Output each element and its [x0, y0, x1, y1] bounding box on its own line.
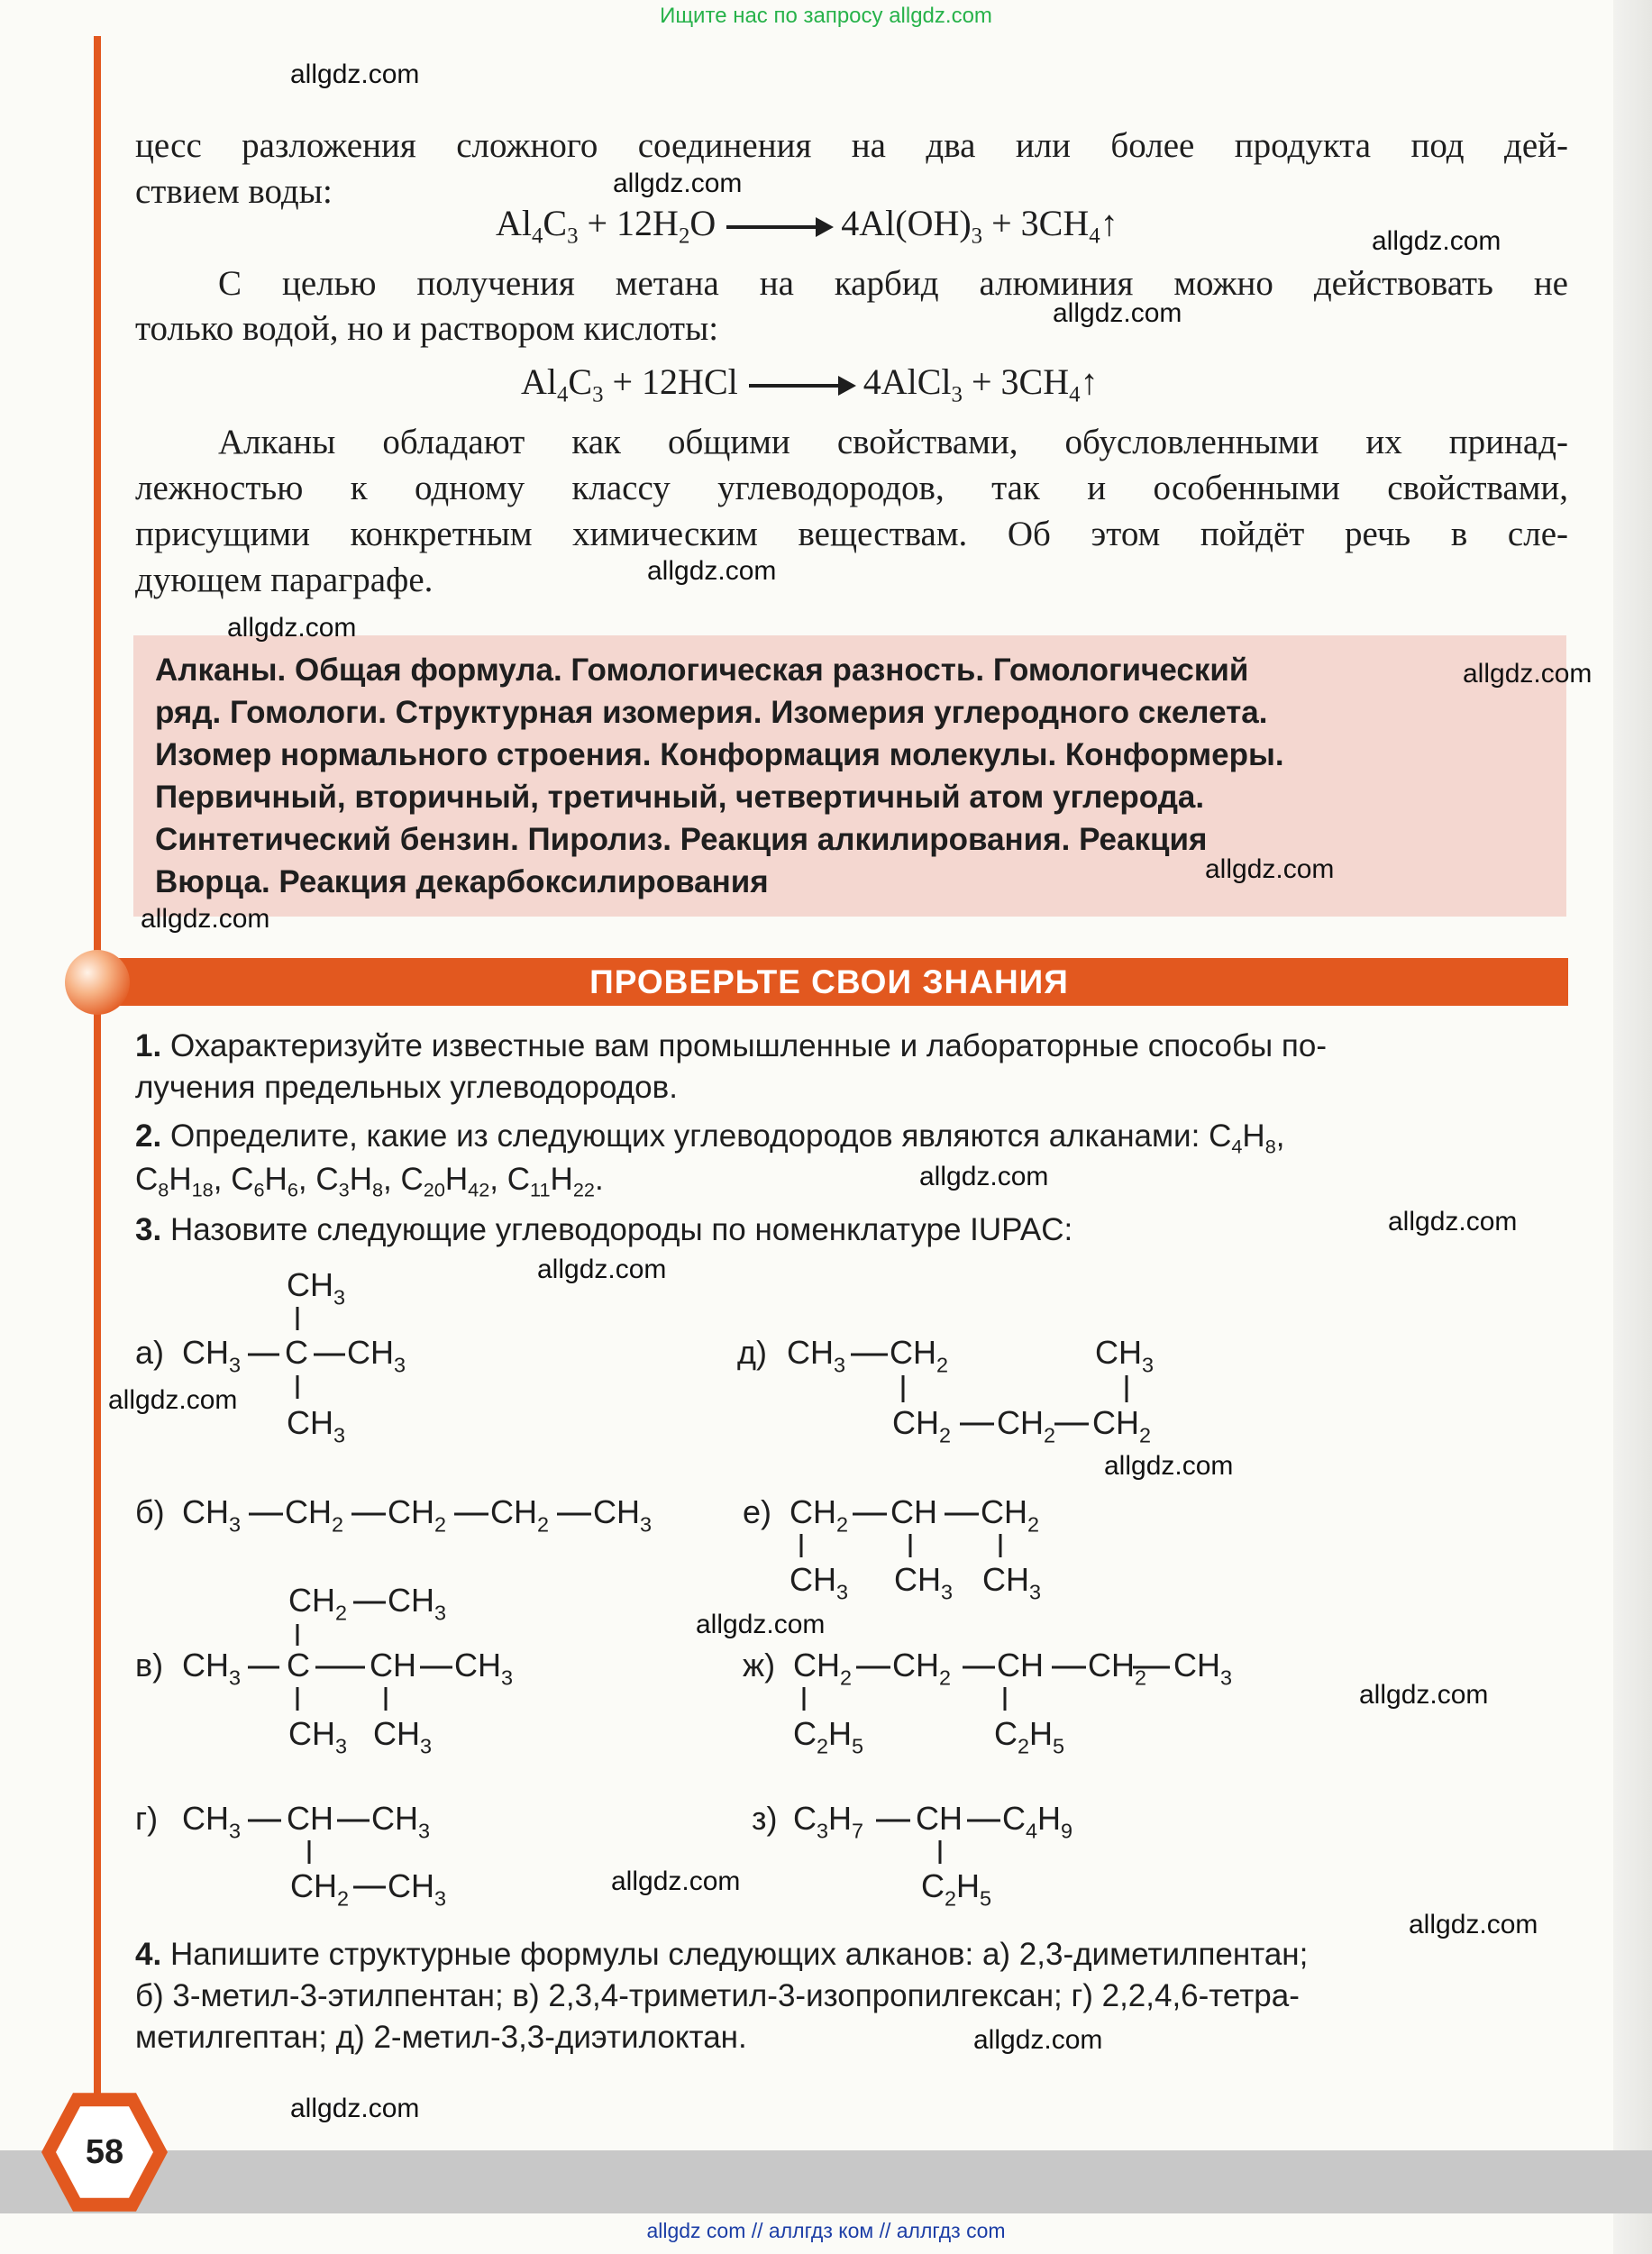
question-3-line-1: 3. Назовите следующие углеводороды по номенклатуре IUPAC:: [135, 1212, 1073, 1247]
struct-e-b2: $CH_3$: [894, 1561, 954, 1604]
struct-zh-c1: $CH_2$: [793, 1647, 853, 1690]
struct-a-top: $CH_3$: [287, 1266, 346, 1310]
struct-v-b1: $CH_3$: [288, 1715, 348, 1758]
label-zh: ж): [743, 1647, 776, 1684]
struct-b-chain: $CH_3$: [182, 1493, 242, 1537]
watermark[interactable]: allgdz.com: [1053, 298, 1182, 328]
keyword-line-5: Синтетический бензин. Пиролиз. Реакция алкилирования. Реакция: [155, 822, 1208, 857]
struct-b-c3: $CH_2$: [388, 1493, 447, 1537]
paragraph-1-line-2: ствием воды:: [135, 172, 333, 211]
struct-v-ch3-right: $CH_3$: [454, 1647, 514, 1690]
watermark[interactable]: allgdz.com: [1372, 226, 1501, 256]
struct-e-c3: $CH_2$: [981, 1493, 1040, 1537]
question-4-line-3: метилгептан; д) 2-метил-3,3-диэтилоктан.: [135, 2020, 747, 2055]
watermark[interactable]: allgdz.com: [1409, 1910, 1538, 1939]
question-1-line-2: лучения предельных углеводородов.: [135, 1070, 678, 1105]
struct-z-c3: $C_4H_9$: [1002, 1800, 1073, 1843]
watermark[interactable]: allgdz.com: [1463, 659, 1593, 689]
paragraph-3-line-1: Алканы обладают как общими свойствами, обусловленными их принад-: [218, 423, 1568, 461]
equation-hydrolysis-acid: $Al_4C_3 + 12HCl$ 4AlCl$_3$ + $3CH_4↑$: [521, 361, 1099, 407]
label-d: д): [737, 1334, 767, 1371]
watermark[interactable]: allgdz.com: [108, 1385, 238, 1415]
struct-a-right: $CH_3$: [347, 1334, 406, 1377]
struct-d-ch3: $CH_3$: [787, 1334, 846, 1377]
paragraph-2-line-1: С целью получения метана на карбид алюминия можно действовать не: [218, 264, 1568, 303]
question-2-formulas: $C_8H_{18}$, $C_6H_6$, $C_3H_8$, $C_{20}H_{42}$, $C_{11}H_{22}$.: [135, 1162, 604, 1201]
footer-band: [0, 2150, 1652, 2213]
paragraph-3-line-4: дующем параграфе.: [135, 561, 434, 599]
struct-z-c2: CH: [916, 1800, 963, 1837]
watermark[interactable]: allgdz.com: [1359, 1680, 1489, 1710]
page-number: 58: [85, 2133, 124, 2171]
watermark[interactable]: allgdz.com: [611, 1866, 741, 1896]
struct-g-c3: $CH_3$: [371, 1800, 431, 1843]
struct-v-top-right: $CH_3$: [388, 1582, 447, 1625]
question-2-line-1: 2. Определите, какие из следующих углеводородов являются алканами: $C_4H_8$,: [135, 1118, 1285, 1158]
struct-v-top: $CH_2$: [288, 1582, 348, 1625]
watermark[interactable]: allgdz.com: [613, 169, 743, 198]
question-1-line-1: 1. Охарактеризуйте известные вам промышленные и лабораторные способы по-: [135, 1028, 1327, 1063]
struct-g-b1: $CH_2$: [290, 1867, 350, 1911]
watermark[interactable]: allgdz.com: [227, 613, 357, 643]
struct-v-b2: $CH_3$: [373, 1715, 433, 1758]
struct-z-b1: $C_2H_5$: [921, 1867, 992, 1911]
struct-zh-c3: CH: [997, 1647, 1044, 1684]
section-banner-title: ПРОВЕРЬТЕ СВОИ ЗНАНИЯ: [589, 963, 1069, 1000]
struct-e-b3: $CH_3$: [982, 1561, 1042, 1604]
label-b: б): [135, 1493, 165, 1530]
struct-v-ch3: $CH_3$: [182, 1647, 242, 1690]
equation-hydrolysis-water: $Al_4C_3 + 12H_2O$ $4Al(OH)_3$ + $3CH_4↑$: [496, 203, 1118, 249]
watermark[interactable]: allgdz.com: [1104, 1451, 1234, 1481]
struct-g-b2: $CH_3$: [388, 1867, 447, 1911]
keyword-line-4: Первичный, вторичный, третичный, четвертичный атом углерода.: [155, 780, 1205, 815]
label-a: а): [135, 1334, 165, 1371]
label-g: г): [135, 1800, 159, 1837]
label-v: в): [135, 1647, 164, 1684]
watermark[interactable]: allgdz.com: [290, 2094, 420, 2123]
struct-g-c2: CH: [287, 1800, 333, 1837]
struct-zh-c4: $CH_2$: [1088, 1647, 1147, 1690]
struct-e-b1: $CH_3$: [789, 1561, 849, 1604]
struct-d-bottom-mid: $CH_2$: [997, 1404, 1056, 1447]
watermark[interactable]: allgdz.com: [1205, 854, 1335, 884]
struct-zh-b2: $C_2H_5$: [994, 1715, 1065, 1758]
top-watermark[interactable]: Ищите нас по запросу allgdz.com: [660, 4, 992, 28]
keyword-line-2: ряд. Гомологи. Структурная изомерия. Изомерия углеродного скелета.: [155, 695, 1268, 730]
watermark[interactable]: allgdz.com: [290, 59, 420, 89]
paragraph-3-line-2: лежностью к одному классу углеводородов, так и особенными свойствами,: [135, 469, 1568, 507]
struct-d-bottom-right: $CH_2$: [1092, 1404, 1152, 1447]
struct-zh-c2: $CH_2$: [892, 1647, 952, 1690]
struct-a-chain: $CH_3$: [182, 1334, 242, 1377]
paragraph-2-line-2: только водой, но и раствором кислоты:: [135, 309, 719, 348]
keyword-line-1: Алканы. Общая формула. Гомологическая разность. Гомологический: [155, 652, 1249, 688]
page-edge-shade: [1613, 0, 1652, 2254]
struct-d-ch2: $CH_2$: [890, 1334, 949, 1377]
struct-b-c5: $CH_3$: [593, 1493, 653, 1537]
watermark[interactable]: allgdz.com: [537, 1255, 667, 1284]
struct-g-c1: $CH_3$: [182, 1800, 242, 1843]
struct-e-c2: CH: [890, 1493, 937, 1530]
struct-zh-c5: $CH_3$: [1173, 1647, 1233, 1690]
keyword-line-3: Изомер нормального строения. Конформация молекулы. Конформеры.: [155, 737, 1284, 772]
watermark[interactable]: allgdz.com: [696, 1610, 826, 1639]
struct-z-c1: $C_3H_7$: [793, 1800, 864, 1843]
struct-v-c: C: [287, 1647, 310, 1684]
question-4-line-1: 4. Напишите структурные формулы следующих алканов: а) 2,3-диметилпентан;: [135, 1937, 1309, 1972]
struct-b-c4: $CH_2$: [490, 1493, 550, 1537]
margin-accent-line: [94, 36, 101, 2109]
bottom-watermark[interactable]: allgdz com // аллгдз ком // аллгдз com: [646, 2219, 1006, 2242]
struct-zh-b1: $C_2H_5$: [793, 1715, 864, 1758]
watermark[interactable]: allgdz.com: [1388, 1207, 1518, 1237]
keyword-line-6: Вюрца. Реакция декарбоксилирования: [155, 864, 769, 899]
struct-a-bottom: $CH_3$: [287, 1404, 346, 1447]
watermark[interactable]: allgdz.com: [141, 904, 270, 934]
watermark[interactable]: allgdz.com: [919, 1162, 1049, 1191]
label-e: е): [743, 1493, 772, 1530]
watermark[interactable]: allgdz.com: [647, 556, 777, 586]
struct-d-ch3-right: $CH_3$: [1095, 1334, 1155, 1377]
question-4-line-2: б) 3-метил-3-этилпентан; в) 2,3,4-триметил-3-изопропилгексан; г) 2,2,4,6-тетра-: [135, 1978, 1300, 2013]
struct-v-ch: CH: [370, 1647, 416, 1684]
struct-a-center: C: [285, 1334, 308, 1371]
label-z: з): [752, 1800, 778, 1837]
paragraph-1-line-1: цесс разложения сложного соединения на два или более продукта под дей-: [135, 126, 1568, 165]
watermark[interactable]: allgdz.com: [973, 2025, 1103, 2055]
struct-d-bottom: $CH_2$: [892, 1404, 952, 1447]
struct-b-c2: $CH_2$: [285, 1493, 344, 1537]
paragraph-3-line-3: присущими конкретным химическим веществам. Об этом пойдёт речь в сле-: [135, 515, 1568, 553]
struct-e-c1: $CH_2$: [789, 1493, 849, 1537]
